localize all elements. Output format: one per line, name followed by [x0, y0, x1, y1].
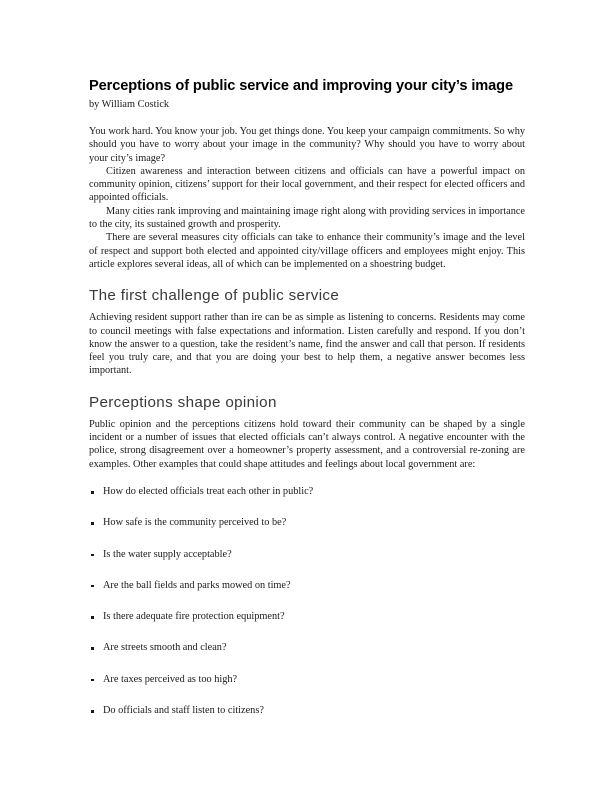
- section-perceptions-paragraph-1: Public opinion and the perceptions citizens hold toward their community can be shaped by a single incident or a number of issues that elected officials can’t always control. A negative encounter with the police, strong disagreement over a homeowner’s property assessment, and a controversial re-zoning are examples. Other examples that could shape attitudes and feelings about local government are:: [89, 418, 525, 470]
- list-item: [89, 485, 525, 498]
- bullet-point-icon: [91, 522, 94, 525]
- section-first-challenge-paragraph-1: Achieving resident support rather than ire can be as simple as listening to concerns. Residents may come to council meetings with false expectations and information. Listen carefully and respond. If you don’t know the answer to a question, take the resident’s name, find the answer and call that person. If residents feel you truly care, and that you are doing your best to help them, a negative answer becomes less important.: [89, 312, 525, 377]
- list-item-label: How safe is the community perceived to be?: [103, 517, 287, 529]
- question-bullet-list: [89, 485, 525, 717]
- list-item-label: Are taxes perceived as too high?: [103, 673, 238, 685]
- section-first-challenge: [89, 287, 525, 377]
- list-item: [89, 673, 525, 686]
- list-item-label: Is the water supply acceptable?: [103, 548, 232, 560]
- bullet-point-icon: [91, 616, 94, 619]
- bullet-point-icon: [91, 554, 94, 557]
- bullet-point-icon: [91, 710, 94, 713]
- list-item-label: Are the ball fields and parks mowed on time?: [103, 579, 291, 591]
- list-item-label: Is there adequate fire protection equipment?: [103, 611, 285, 623]
- list-item: [89, 641, 525, 654]
- intro-paragraph-4: There are several measures city officials can take to enhance their community’s image and the level of respect and support both elected and appointed city/village officers and employees might enjoy. This article explores several ideas, all of which can be implemented on a shoestring budget.: [89, 232, 525, 270]
- section-heading-first-challenge: The first challenge of public service: [89, 287, 340, 305]
- list-item: [89, 579, 525, 592]
- bullet-point-icon: [91, 491, 94, 494]
- list-item-label: How do elected officials treat each other in public?: [103, 485, 314, 497]
- section-heading-perceptions-shape-opinion: Perceptions shape opinion: [89, 393, 277, 411]
- author-byline: by William Costick: [89, 99, 170, 110]
- list-item-label: Are streets smooth and clean?: [103, 642, 227, 654]
- intro-paragraph-2: Citizen awareness and interaction between citizens and officials can have a powerful impact on community opinion, citizens’ support for their local government, and their respect for elected officers and appointed officials.: [89, 165, 525, 204]
- list-item: [89, 704, 525, 717]
- section-perceptions-shape-opinion: [89, 394, 525, 471]
- bullet-point-icon: [91, 585, 94, 588]
- list-item: [89, 516, 525, 529]
- bullet-point-icon: [91, 647, 94, 650]
- intro-paragraph-3: Many cities rank improving and maintaining image right along with providing services in importance to the city, its sustained growth and prosperity.: [89, 205, 525, 231]
- bullet-point-icon: [91, 679, 94, 682]
- list-item: [89, 548, 525, 561]
- document-body: [89, 78, 525, 717]
- intro-paragraph-1: You work hard. You know your job. You get things done. You keep your campaign commitments. So why should you have to worry about your image in the community? Why should you have to worry about your city’s image?: [89, 126, 525, 164]
- list-item: [89, 610, 525, 623]
- page-title: Perceptions of public service and improving your city’s image: [89, 78, 513, 94]
- list-item-label: Do officials and staff listen to citizens?: [103, 705, 264, 717]
